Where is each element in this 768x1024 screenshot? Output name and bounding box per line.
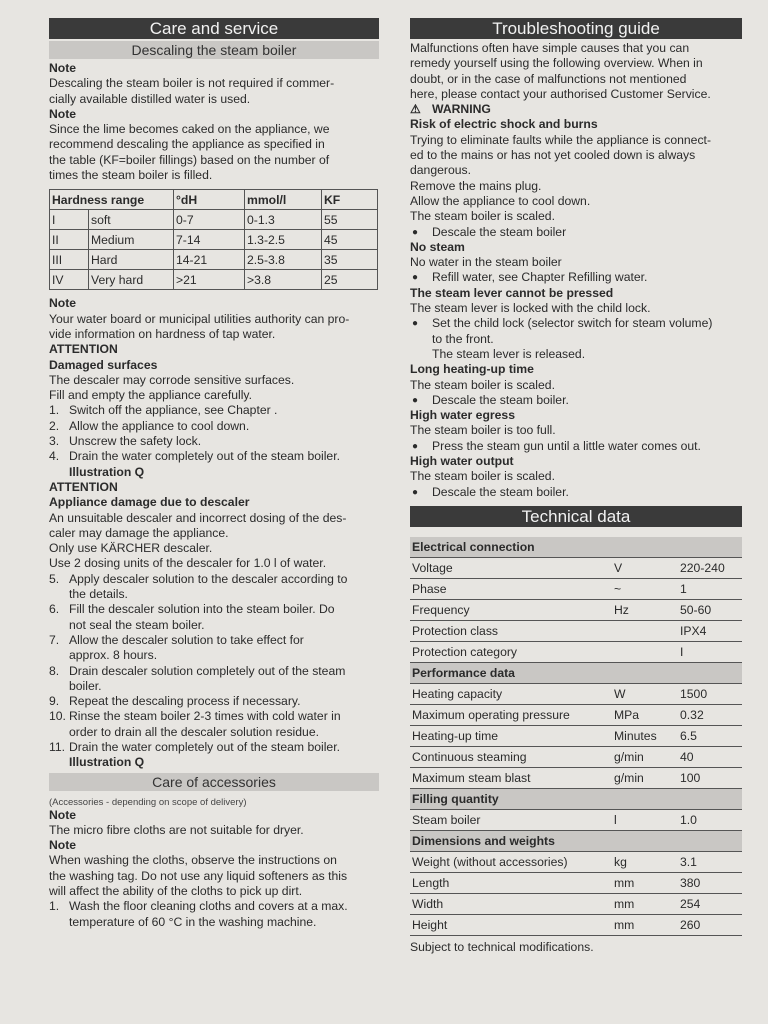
list-item bbox=[49, 633, 379, 664]
text-line: vide information on hardness of tap water. bbox=[49, 326, 276, 341]
spec-value: 1.0 bbox=[678, 809, 742, 830]
spec-value: 0.32 bbox=[678, 704, 742, 725]
step-text: Allow the appliance to cool down. bbox=[69, 418, 250, 433]
table-cell: II bbox=[50, 230, 89, 250]
table-cell: 45 bbox=[322, 230, 378, 250]
table-row bbox=[50, 230, 378, 250]
step-number: 1. bbox=[49, 403, 60, 418]
text-line: Remove the mains plug. bbox=[410, 178, 542, 193]
spec-value: 220-240 bbox=[678, 557, 742, 578]
list-item bbox=[49, 664, 379, 695]
bullet-continuation: The steam lever is released. bbox=[432, 346, 586, 361]
spec-label: Maximum steam blast bbox=[410, 767, 612, 788]
text-line: recommend descaling the appliance as specified in bbox=[49, 137, 325, 152]
text-line: Trying to eliminate faults while the appliance is connect- bbox=[410, 132, 712, 147]
table-cell: 25 bbox=[322, 270, 378, 290]
fault-title: No steam bbox=[410, 239, 465, 254]
spec-unit: mm bbox=[612, 872, 678, 893]
text-line: Fill and empty the appliance carefully. bbox=[49, 388, 253, 403]
spec-value: 254 bbox=[678, 893, 742, 914]
header-cell: Hardness range bbox=[50, 190, 174, 210]
table-row bbox=[410, 767, 742, 788]
table-row bbox=[410, 872, 742, 893]
bullet-item: ● Set the child lock (selector switch for steam volume) bbox=[410, 316, 742, 331]
text-line: doubt, or in the case of malfunctions not mentioned bbox=[410, 71, 687, 86]
warning-line bbox=[410, 102, 742, 117]
note-label: Note bbox=[49, 61, 77, 75]
text-line: Use 2 dosing units of the descaler for 1.0 l of water. bbox=[49, 556, 327, 571]
text-line: No water in the steam boiler bbox=[410, 255, 562, 270]
text-line: Descaling the steam boiler is not required if commer- bbox=[49, 76, 335, 91]
table-row bbox=[50, 270, 378, 290]
right-column bbox=[410, 18, 742, 955]
text-line: The steam boiler is scaled. bbox=[410, 377, 555, 392]
table-section-row bbox=[410, 537, 742, 558]
table-section-row bbox=[410, 788, 742, 809]
spec-label: Voltage bbox=[410, 557, 612, 578]
step-text: approx. 8 hours. bbox=[69, 648, 158, 663]
table-row bbox=[410, 809, 742, 830]
table-section-row bbox=[410, 830, 742, 851]
spec-label: Steam boiler bbox=[410, 809, 612, 830]
text-line: An unsuitable descaler and incorrect dosing of the des- bbox=[49, 510, 347, 525]
table-row bbox=[50, 250, 378, 270]
spec-unit: l bbox=[612, 809, 678, 830]
text-line: the washing tag. Do not use any liquid softeners as this bbox=[49, 868, 348, 883]
step-text: order to drain all the descaler solution residue. bbox=[69, 724, 319, 739]
table-cell: 1.3-2.5 bbox=[245, 230, 322, 250]
step-number: 9. bbox=[49, 694, 60, 709]
spec-value: 40 bbox=[678, 746, 742, 767]
tech-data-body bbox=[410, 537, 742, 936]
table-row bbox=[410, 641, 742, 662]
table-cell: Hard bbox=[89, 250, 174, 270]
fault-title: The steam lever cannot be pressed bbox=[410, 285, 614, 300]
text-line: Allow the appliance to cool down. bbox=[410, 193, 591, 208]
bullet-item: ● Descale the steam boiler. bbox=[410, 393, 742, 408]
table-row bbox=[410, 599, 742, 620]
table-row bbox=[410, 578, 742, 599]
spec-value: 6.5 bbox=[678, 725, 742, 746]
note-label: Note bbox=[49, 106, 77, 121]
table-cell: 7-14 bbox=[174, 230, 245, 250]
text-line: caler may damage the appliance. bbox=[49, 525, 229, 540]
text-line: When washing the cloths, observe the instructions on bbox=[49, 853, 337, 868]
list-item bbox=[49, 709, 379, 740]
spec-label: Protection class bbox=[410, 620, 612, 641]
spec-unit: g/min bbox=[612, 767, 678, 788]
table-row bbox=[410, 746, 742, 767]
fault-title: High water output bbox=[410, 454, 514, 469]
spec-value: 3.1 bbox=[678, 851, 742, 872]
table-cell: 35 bbox=[322, 250, 378, 270]
table-section-row bbox=[410, 662, 742, 683]
text-line: will affect the ability of the cloths to pick up dirt. bbox=[49, 884, 303, 899]
text-line: The steam boiler is scaled. bbox=[410, 469, 555, 484]
spec-value: IPX4 bbox=[678, 620, 742, 641]
spec-label: Continuous steaming bbox=[410, 746, 612, 767]
bullet-continuation: to the front. bbox=[432, 331, 494, 346]
table-cell: Medium bbox=[89, 230, 174, 250]
step-text: the details. bbox=[69, 587, 128, 602]
hardness-table bbox=[49, 189, 378, 290]
fault-title: Long heating-up time bbox=[410, 362, 534, 377]
spec-label: Phase bbox=[410, 578, 612, 599]
section-label: Performance data bbox=[410, 662, 742, 683]
spec-unit: g/min bbox=[612, 746, 678, 767]
section-label: Electrical connection bbox=[410, 537, 742, 558]
text-line: Only use KÄRCHER descaler. bbox=[49, 541, 213, 556]
spec-label: Protection category bbox=[410, 641, 612, 662]
text-line: The steam lever is locked with the child lock. bbox=[410, 301, 651, 316]
text-line: Since the lime becomes caked on the appliance, we bbox=[49, 122, 330, 137]
table-cell: Very hard bbox=[89, 270, 174, 290]
step-text: Wash the floor cleaning cloths and covers at a max. bbox=[69, 899, 348, 914]
table-cell: soft bbox=[89, 210, 174, 230]
step-number: 8. bbox=[49, 663, 60, 678]
step-text: Unscrew the safety lock. bbox=[69, 434, 202, 449]
text-line: dangerous. bbox=[410, 163, 471, 178]
step-number: 3. bbox=[49, 434, 60, 449]
table-cell: 55 bbox=[322, 210, 378, 230]
spec-label: Frequency bbox=[410, 599, 612, 620]
list-item bbox=[49, 434, 379, 449]
table-row bbox=[50, 210, 378, 230]
table-row bbox=[410, 725, 742, 746]
text-line: Malfunctions often have simple causes that you can bbox=[410, 41, 690, 55]
spec-label: Weight (without accessories) bbox=[410, 851, 612, 872]
text-line: The descaler may corrode sensitive surfaces. bbox=[49, 372, 295, 387]
text-line: cially available distilled water is used. bbox=[49, 91, 251, 106]
spec-value: I bbox=[678, 641, 742, 662]
spec-unit: kg bbox=[612, 851, 678, 872]
warning-title: Damaged surfaces bbox=[49, 357, 158, 372]
table-cell: III bbox=[50, 250, 89, 270]
spec-unit: V bbox=[612, 557, 678, 578]
table-row bbox=[410, 557, 742, 578]
text-line: ed to the mains or has not yet cooled down is always bbox=[410, 148, 696, 163]
warning-label: WARNING bbox=[432, 102, 491, 117]
spec-value: 50-60 bbox=[678, 599, 742, 620]
section-banner: Technical data bbox=[410, 506, 742, 527]
list-item bbox=[49, 694, 379, 709]
step-number: 10. bbox=[49, 709, 66, 724]
spec-value: 100 bbox=[678, 767, 742, 788]
step-number: 6. bbox=[49, 602, 60, 617]
step-text: Repeat the descaling process if necessary. bbox=[69, 694, 301, 709]
bullet-item: ● Descale the steam boiler. bbox=[410, 485, 742, 500]
spec-unit: Minutes bbox=[612, 725, 678, 746]
left-column bbox=[49, 18, 379, 930]
text-line: The steam boiler is scaled. bbox=[410, 209, 555, 224]
table-row bbox=[410, 683, 742, 704]
step-text: Allow the descaler solution to take effect for bbox=[69, 632, 304, 647]
bullet-item: ● Press the steam gun until a little water comes out. bbox=[410, 439, 742, 454]
list-item bbox=[49, 419, 379, 434]
spec-label: Heating-up time bbox=[410, 725, 612, 746]
note-label: Note bbox=[49, 807, 77, 822]
step-number: 5. bbox=[49, 571, 60, 586]
step-text: Apply descaler solution to the descaler according to bbox=[69, 571, 348, 586]
spec-label: Heating capacity bbox=[410, 683, 612, 704]
spec-unit: mm bbox=[612, 893, 678, 914]
step-text: Drain descaler solution completely out of the steam bbox=[69, 663, 346, 678]
header-cell: mmol/l bbox=[245, 190, 322, 210]
list-item bbox=[49, 740, 379, 755]
spec-unit: mm bbox=[612, 914, 678, 935]
warning-triangle-icon: ⚠ bbox=[410, 102, 421, 117]
spec-unit: Hz bbox=[612, 599, 678, 620]
step-number: 11. bbox=[49, 739, 66, 754]
step-number: 1. bbox=[49, 899, 60, 914]
spec-value: 260 bbox=[678, 914, 742, 935]
section-banner: Troubleshooting guide bbox=[410, 18, 742, 39]
list-item bbox=[49, 602, 379, 633]
text-line: remedy yourself using the following overview. When in bbox=[410, 56, 703, 71]
text-line: The micro fibre cloths are not suitable for dryer. bbox=[49, 822, 304, 837]
bullet-item: ● Refill water, see Chapter Refilling water. bbox=[410, 270, 742, 285]
table-cell: 14-21 bbox=[174, 250, 245, 270]
spec-value: 1 bbox=[678, 578, 742, 599]
table-header-row bbox=[50, 190, 378, 210]
attention-label: ATTENTION bbox=[49, 342, 118, 357]
section-banner: Care and service bbox=[49, 18, 379, 39]
table-cell: 0-1.3 bbox=[245, 210, 322, 230]
spec-label: Maximum operating pressure bbox=[410, 704, 612, 725]
spec-unit: W bbox=[612, 683, 678, 704]
step-text: Drain the water completely out of the steam boiler. bbox=[69, 739, 340, 754]
spec-value: 380 bbox=[678, 872, 742, 893]
step-text: not seal the steam boiler. bbox=[69, 617, 205, 632]
text-line: The steam boiler is too full. bbox=[410, 423, 556, 438]
table-row bbox=[410, 851, 742, 872]
text-line: the table (KF=boiler fillings) based on the number of bbox=[49, 152, 330, 167]
illustration-ref: Illustration Q bbox=[69, 755, 145, 770]
header-cell: KF bbox=[322, 190, 378, 210]
table-cell: IV bbox=[50, 270, 89, 290]
list-item bbox=[49, 403, 379, 418]
spec-unit: ~ bbox=[612, 578, 678, 599]
step-text: temperature of 60 °C in the washing machine. bbox=[69, 914, 317, 929]
subsection-heading: Descaling the steam boiler bbox=[49, 41, 379, 59]
table-cell: >21 bbox=[174, 270, 245, 290]
spec-unit bbox=[612, 620, 678, 641]
tech-data-table bbox=[410, 537, 742, 936]
step-list bbox=[49, 899, 379, 930]
step-text: Drain the water completely out of the steam boiler. bbox=[69, 449, 340, 464]
step-text: boiler. bbox=[69, 678, 102, 693]
step-text: Fill the descaler solution into the steam boiler. Do bbox=[69, 602, 335, 617]
table-row bbox=[410, 914, 742, 935]
section-label: Filling quantity bbox=[410, 788, 742, 809]
section-label: Dimensions and weights bbox=[410, 830, 742, 851]
illustration-ref: Illustration Q bbox=[69, 464, 145, 479]
spec-value: 1500 bbox=[678, 683, 742, 704]
list-item bbox=[49, 899, 379, 930]
step-list bbox=[49, 403, 379, 464]
fault-title: High water egress bbox=[410, 408, 515, 423]
text-line: here, please contact your authorised Customer Service. bbox=[410, 86, 711, 101]
table-cell: I bbox=[50, 210, 89, 230]
table-row bbox=[410, 893, 742, 914]
note-label: Note bbox=[49, 838, 77, 853]
table-cell: 0-7 bbox=[174, 210, 245, 230]
bullet-item: ● Descale the steam boiler bbox=[410, 225, 742, 240]
text-line: times the steam boiler is filled. bbox=[49, 168, 213, 183]
step-number: 2. bbox=[49, 418, 60, 433]
spec-label: Width bbox=[410, 893, 612, 914]
table-cell: 2.5-3.8 bbox=[245, 250, 322, 270]
footer-note: Subject to technical modifications. bbox=[410, 939, 594, 954]
list-item bbox=[49, 572, 379, 603]
header-cell: °dH bbox=[174, 190, 245, 210]
list-item bbox=[49, 449, 379, 464]
subsection-heading: Care of accessories bbox=[49, 773, 379, 791]
warning-title: Risk of electric shock and burns bbox=[410, 117, 598, 132]
step-text: Switch off the appliance, see Chapter . bbox=[69, 403, 278, 418]
note-label: Note bbox=[49, 296, 77, 311]
table-row bbox=[410, 704, 742, 725]
step-number: 4. bbox=[49, 449, 60, 464]
step-number: 7. bbox=[49, 632, 60, 647]
text-line: Your water board or municipal utilities authority can pro- bbox=[49, 311, 350, 326]
spec-unit bbox=[612, 641, 678, 662]
attention-label: ATTENTION bbox=[49, 479, 118, 494]
spec-unit: MPa bbox=[612, 704, 678, 725]
spec-label: Length bbox=[410, 872, 612, 893]
step-text: Rinse the steam boiler 2-3 times with cold water in bbox=[69, 709, 341, 724]
small-caption: (Accessories - depending on scope of delivery) bbox=[49, 796, 247, 808]
table-row bbox=[410, 620, 742, 641]
table-cell: >3.8 bbox=[245, 270, 322, 290]
warning-title: Appliance damage due to descaler bbox=[49, 495, 250, 510]
spec-label: Height bbox=[410, 914, 612, 935]
step-list bbox=[49, 572, 379, 756]
